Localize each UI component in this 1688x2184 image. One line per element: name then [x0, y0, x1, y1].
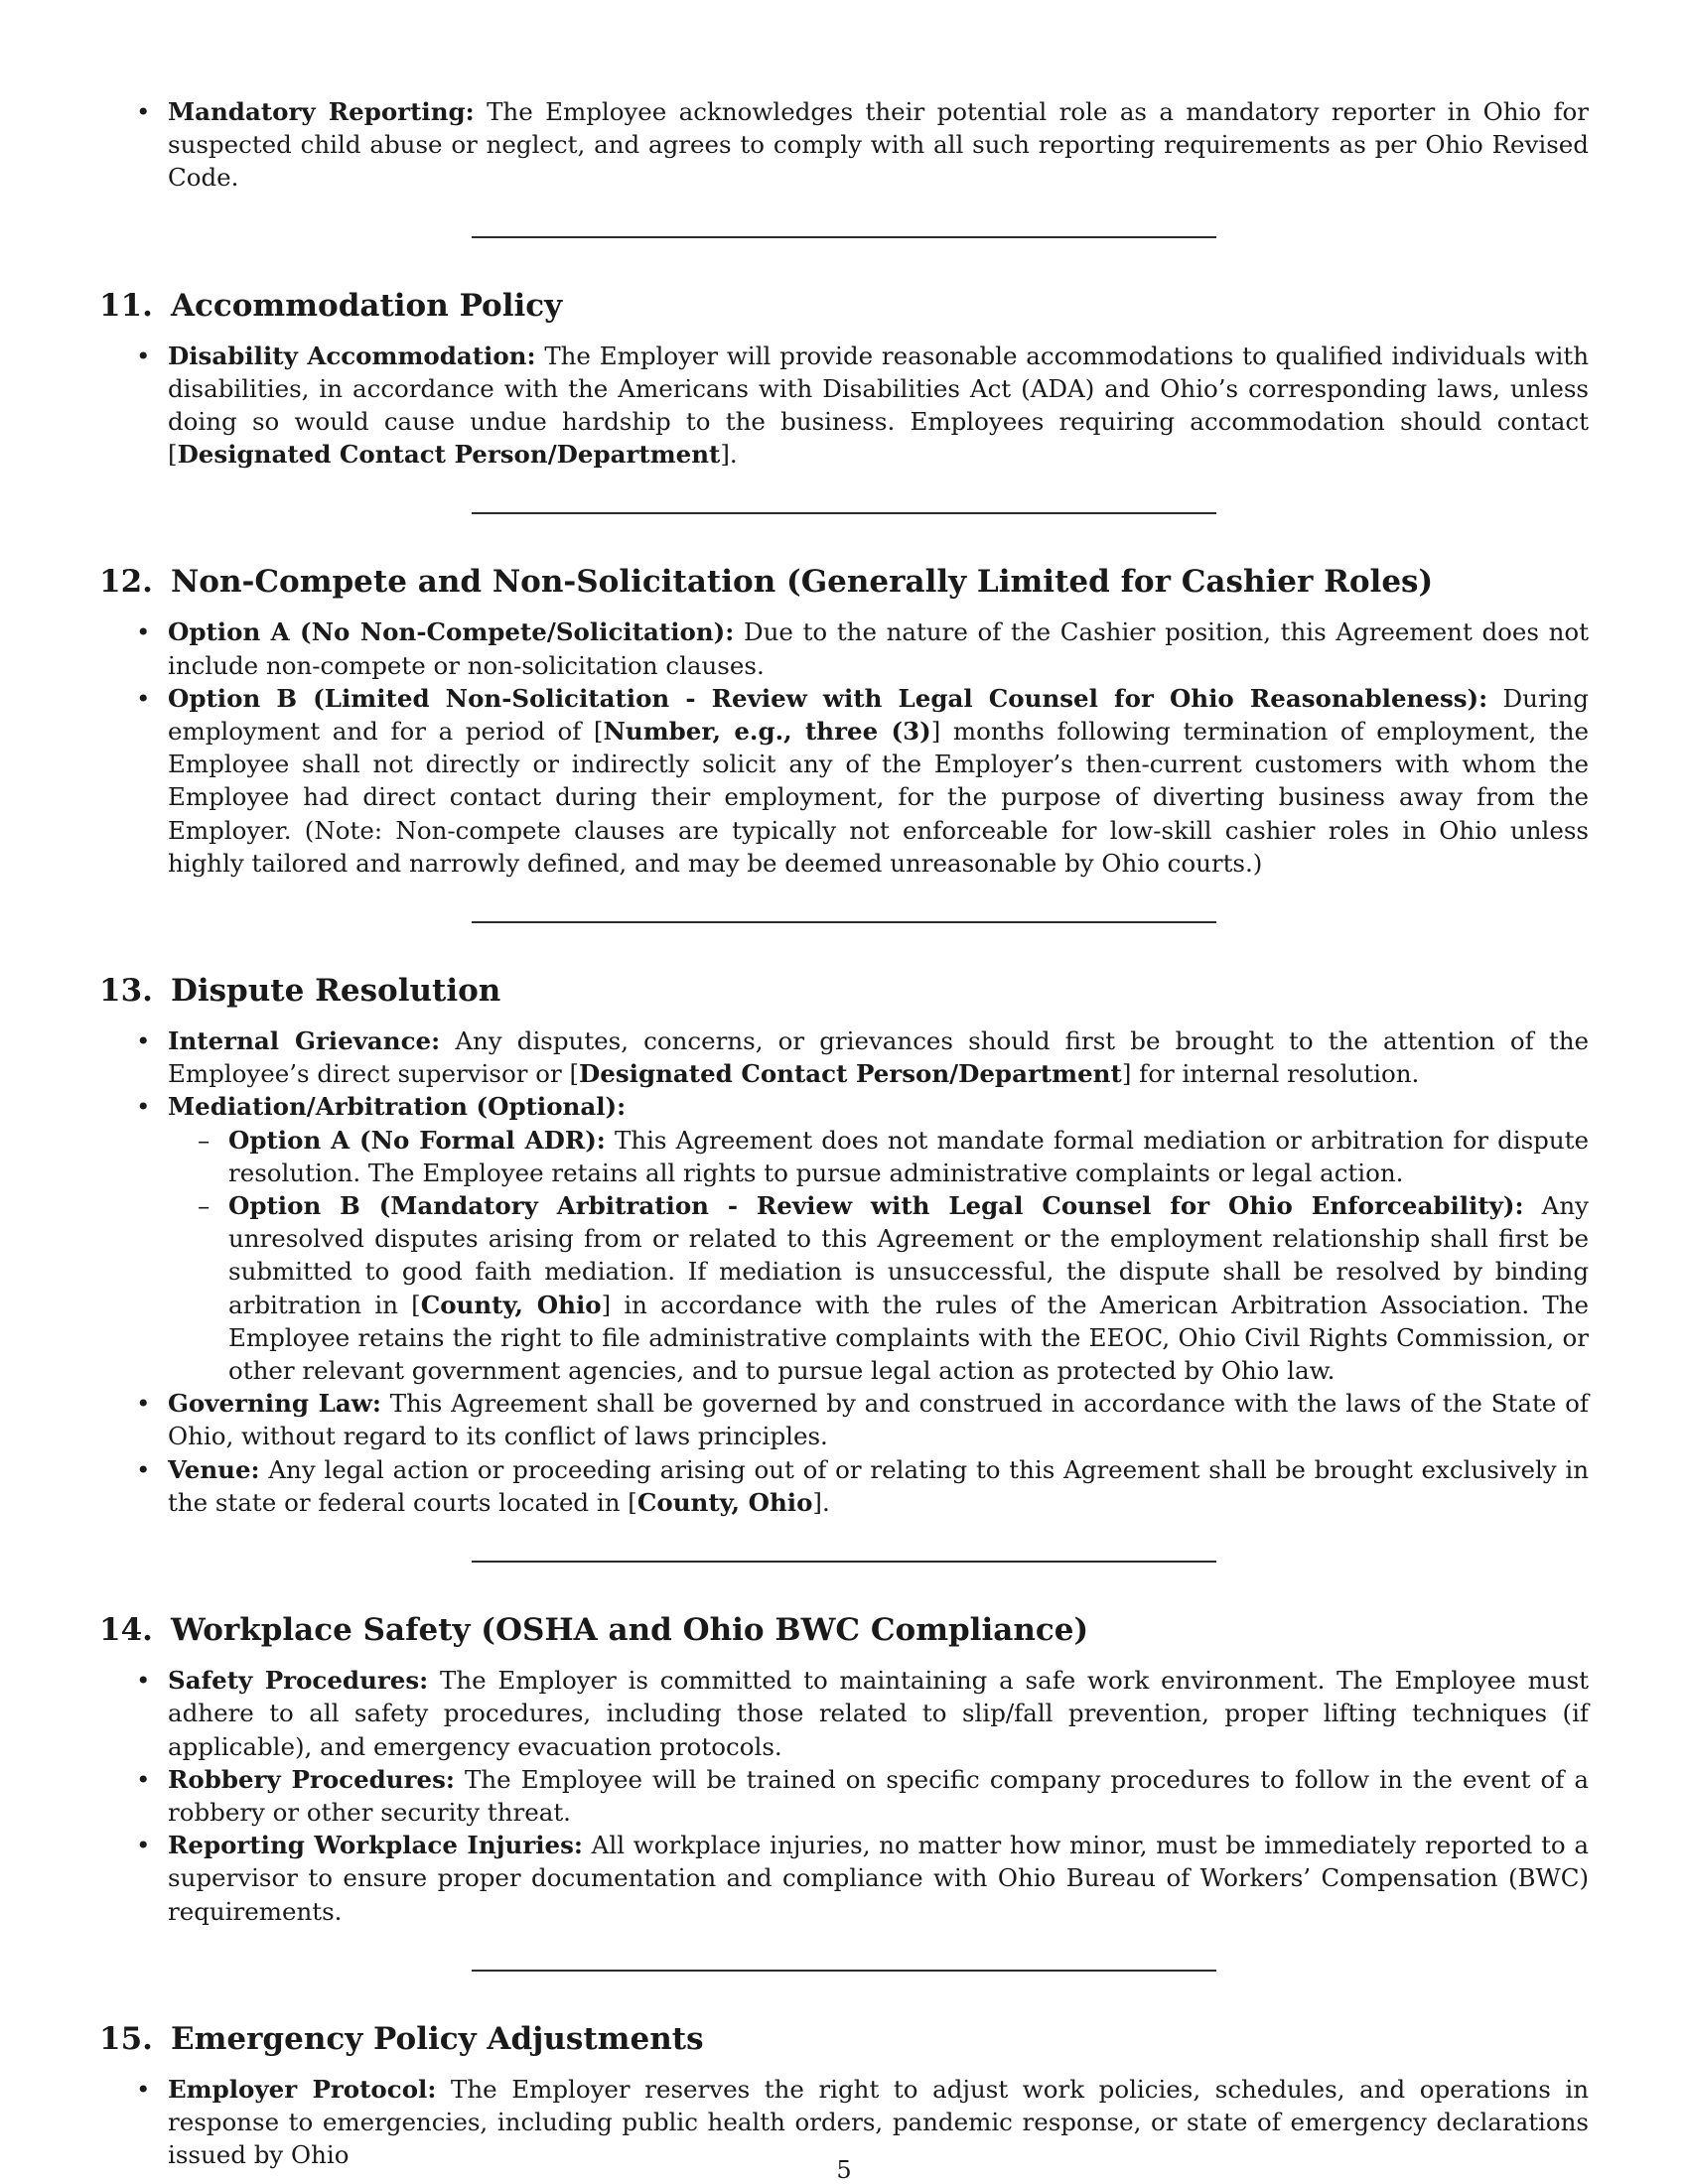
- section-title: Workplace Safety (OSHA and Ohio BWC Compliance): [170, 1612, 1089, 1649]
- item-label: Option A (No Formal ADR):: [228, 1125, 606, 1155]
- item-label: Safety Procedures:: [168, 1666, 429, 1696]
- mediation-options-list: [168, 1124, 1589, 1388]
- section-12-list: [99, 615, 1589, 880]
- carryover-list: [99, 95, 1589, 195]
- list-item: [99, 615, 1589, 681]
- item-label: Mandatory Reporting:: [168, 97, 475, 126]
- item-label: Reporting Workplace Injuries:: [168, 1831, 583, 1860]
- item-text: The Employer reserves the right to adjust work policies, schedules, and operations in response to emergencies, including public health orders, pandemic response, or state of emergency declarations issued by Ohio: [168, 2074, 1589, 2170]
- section-title: Emergency Policy Adjustments: [170, 2020, 704, 2057]
- item-text: The Employee acknowledges their potential role as a mandatory reporter in Ohio for suspected child abuse or neglect, and agrees to comply with all such reporting requirements as per Ohio Revised Code.: [168, 97, 1589, 193]
- section-heading-12: [99, 562, 1589, 602]
- item-text: Any unresolved disputes arising from or related to this Agreement or the employment relationship shall first be submitted to good faith mediation. If mediation is unsuccessful, the dispute shall be resolved by binding arbitration in [: [228, 1191, 1589, 1319]
- item-label: Mediation/Arbitration (Optional):: [168, 1092, 627, 1122]
- section-13-list: [99, 1024, 1589, 1519]
- section-title: Dispute Resolution: [170, 973, 501, 1010]
- item-label: Robbery Procedures:: [168, 1764, 455, 1794]
- list-item: [99, 1387, 1589, 1452]
- section-heading-14: [99, 1610, 1589, 1650]
- placeholder-text: Designated Contact Person/Department: [579, 1059, 1122, 1089]
- item-text-tail: ] in accordance with the rules of the American Arbitration Association. The Employee retains the right to file administrative complaints with the EEOC, Ohio Civil Rights Commission, or other relevant government agencies, and to pursue legal action as protected by Ohio law.: [228, 1290, 1589, 1386]
- item-text: The Employer is committed to maintaining a safe work environment. The Employee must adhere to all safety procedures, including those related to slip/fall prevention, proper lifting techniques (if applicable), and emergency evacuation protocols.: [168, 1666, 1589, 1761]
- section-number: 13.: [99, 973, 153, 1010]
- item-label: Internal Grievance:: [168, 1026, 441, 1056]
- section-14-list: [99, 1664, 1589, 1928]
- list-item: [99, 682, 1589, 880]
- section-title: Accommodation Policy: [170, 287, 563, 324]
- item-text: This Agreement shall be governed by and construed in accordance with the laws of the State of Ohio, without regard to its conflict of laws principles.: [168, 1389, 1590, 1451]
- list-item: [99, 95, 1589, 195]
- item-label: Venue:: [168, 1454, 260, 1484]
- section-number: 14.: [99, 1612, 153, 1649]
- item-text-tail: ] months following termination of employment, the Employee shall not directly or indirectly solicit any of the Employer’s then-current customers with whom the Employee had direct contact during their employment, for the purpose of diverting business away from the Employer. (Note: Non-compete clauses are typically not enforceable for low-skill cashier roles in Ohio unless highly tailored and narrowly defined, and may be deemed unreasonable by Ohio courts.): [168, 717, 1589, 878]
- section-11-list: [99, 340, 1589, 472]
- placeholder-text: County, Ohio: [420, 1290, 602, 1319]
- item-label: Option A (No Non-Compete/Solicitation):: [168, 617, 735, 647]
- list-item: [99, 1090, 1589, 1387]
- item-text-tail: ].: [720, 440, 738, 470]
- item-text: Due to the nature of the Cashier position, this Agreement does not include non-compete or non-solicitation clauses.: [168, 617, 1589, 680]
- item-text: Any legal action or proceeding arising out of or relating to this Agreement shall be brought exclusively in the state or federal courts located in [: [168, 1454, 1589, 1517]
- placeholder-text: Designated Contact Person/Department: [177, 440, 721, 470]
- item-text-tail: ].: [812, 1487, 830, 1517]
- item-text: The Employee will be trained on specific company procedures to follow in the event of a robbery or other security threat.: [168, 1764, 1590, 1827]
- section-heading-13: [99, 971, 1589, 1011]
- item-label: Disability Accommodation:: [168, 341, 536, 370]
- section-title: Non-Compete and Non-Solicitation (Generally Limited for Cashier Roles): [170, 564, 1434, 601]
- item-text-tail: ] for internal resolution.: [1121, 1059, 1420, 1089]
- placeholder-text: County, Ohio: [636, 1487, 813, 1517]
- item-text: During employment and for a period of [: [168, 683, 1589, 747]
- list-item: [99, 1024, 1589, 1090]
- item-text: Any disputes, concerns, or grievances should first be brought to the attention of the Employee’s direct supervisor or [: [168, 1026, 1590, 1089]
- item-label: Option B (Mandatory Arbitration - Review with Legal Counsel for Ohio Enforceability):: [228, 1191, 1524, 1221]
- section-heading-15: [99, 2019, 1589, 2059]
- item-text: This Agreement does not mandate formal mediation or arbitration for dispute resolution. The Employee retains all rights to pursue administrative complaints or legal action.: [228, 1125, 1589, 1187]
- item-text: All workplace injuries, no matter how minor, must be immediately reported to a supervisor to ensure proper documentation and compliance with Ohio Bureau of Workers’ Compensation (BWC) requirements.: [168, 1831, 1589, 1926]
- section-heading-11: [99, 286, 1589, 326]
- sub-list-item: [168, 1189, 1589, 1387]
- document-page: [99, 95, 1589, 2171]
- item-label: Option B (Limited Non-Solicitation - Review with Legal Counsel for Ohio Reasonableness):: [168, 683, 1488, 713]
- list-item: [99, 340, 1589, 472]
- placeholder-text: Number, e.g., three (3): [603, 717, 931, 747]
- section-number: 12.: [99, 564, 153, 601]
- list-item: [99, 1664, 1589, 1763]
- list-item: [99, 1453, 1589, 1519]
- item-text: The Employer will provide reasonable accommodations to qualified individuals with disabilities, in accordance with the Americans with Disabilities Act (ADA) and Ohio’s corresponding laws, unless doing so would cause undue hardship to the business. Employees requiring accommodation should contact [: [168, 341, 1589, 470]
- item-label: Employer Protocol:: [168, 2074, 437, 2104]
- section-number: 15.: [99, 2020, 153, 2057]
- sub-list-item: [168, 1124, 1589, 1189]
- list-item: [99, 1829, 1589, 1928]
- page-number: 5: [836, 2156, 852, 2184]
- item-label: Governing Law:: [168, 1389, 381, 1419]
- list-item: [99, 1763, 1589, 1829]
- section-number: 11.: [99, 287, 153, 324]
